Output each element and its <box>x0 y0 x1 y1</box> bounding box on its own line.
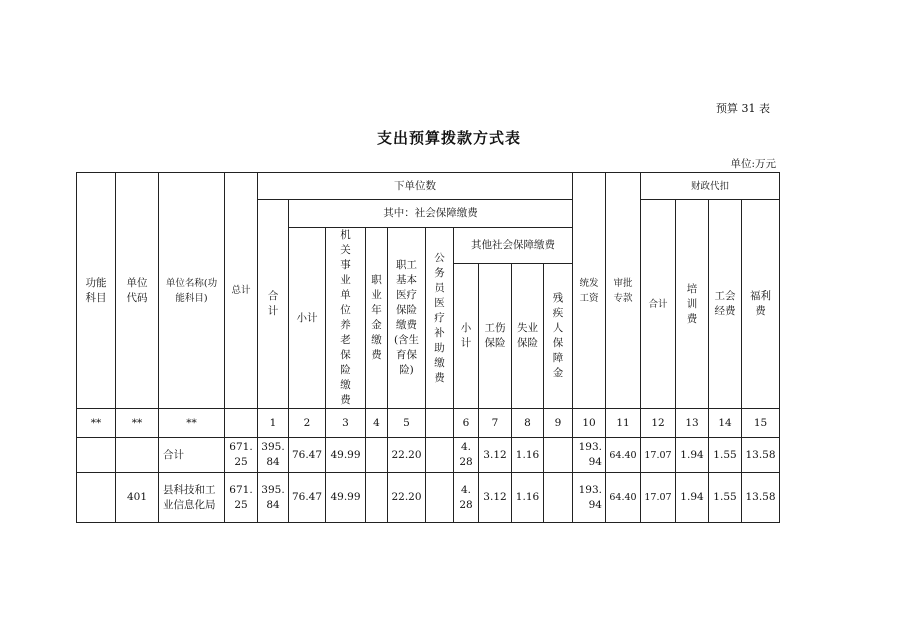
cell-disab <box>544 438 573 473</box>
index-cell: 14 <box>709 409 742 438</box>
cell-fin-total: 17.07 <box>641 438 676 473</box>
cell-injury: 3.12 <box>479 473 512 523</box>
col-header-other: 其他社会保障缴费 <box>454 228 573 264</box>
col-header-sub: 下单位数 <box>258 173 573 200</box>
cell-pension: 49.99 <box>326 438 366 473</box>
cell-sub-total: 395.84 <box>258 438 289 473</box>
index-cell: 4 <box>366 409 388 438</box>
table-row <box>77 438 780 473</box>
col-header-unemp: 失业保险 <box>512 264 544 409</box>
cell-civil-medical <box>426 438 454 473</box>
cell-disab <box>544 473 573 523</box>
cell-union: 1.55 <box>709 438 742 473</box>
cell-social-subtotal: 76.47 <box>289 473 326 523</box>
index-cell: 8 <box>512 409 544 438</box>
index-cell: 15 <box>742 409 780 438</box>
col-header-social-subtotal: 小计 <box>289 228 326 409</box>
cell-medical: 22.20 <box>388 438 426 473</box>
cell-name: 县科技和工业信息化局 <box>159 473 225 523</box>
cell-civil-medical <box>426 473 454 523</box>
cell-social-subtotal: 76.47 <box>289 438 326 473</box>
index-cell: ** <box>159 409 225 438</box>
cell-annuity <box>366 473 388 523</box>
col-header-fin: 财政代扣 <box>641 173 780 200</box>
cell-code: 401 <box>116 473 159 523</box>
index-cell: 11 <box>606 409 641 438</box>
col-header-social: 其中：社会保障缴费 <box>289 200 573 228</box>
cell-union: 1.55 <box>709 473 742 523</box>
form-number: 预算 31 表 <box>716 102 770 115</box>
page-title: 支出预算拨款方式表 <box>376 129 521 147</box>
cell-train: 1.94 <box>676 473 709 523</box>
index-cell: ** <box>116 409 159 438</box>
col-header-medical: 职工基本医疗保险缴费(含生育保险) <box>388 228 426 409</box>
col-header-total: 总计 <box>225 173 258 409</box>
cell-total: 671.25 <box>225 438 258 473</box>
cell-special: 64.40 <box>606 473 641 523</box>
col-header-fin-total: 合计 <box>641 200 676 409</box>
col-header-train: 培训费 <box>676 200 709 409</box>
table-row <box>77 473 780 523</box>
col-header-union: 工会经费 <box>709 200 742 409</box>
cell-name: 合计 <box>159 438 225 473</box>
index-cell: 7 <box>479 409 512 438</box>
col-header-sub-total: 合计 <box>258 200 289 409</box>
cell-special: 64.40 <box>606 438 641 473</box>
cell-func <box>77 473 116 523</box>
index-cell: 12 <box>641 409 676 438</box>
cell-medical: 22.20 <box>388 473 426 523</box>
index-cell: 6 <box>454 409 479 438</box>
index-cell: 9 <box>544 409 573 438</box>
col-header-code: 单位代码 <box>116 173 159 409</box>
col-header-disab: 残疾人保障金 <box>544 264 573 409</box>
cell-other-subtotal: 4.28 <box>454 438 479 473</box>
col-header-welfare: 福利费 <box>742 200 780 409</box>
index-cell: 2 <box>289 409 326 438</box>
budget-table <box>76 172 780 523</box>
cell-unemp: 1.16 <box>512 438 544 473</box>
cell-injury: 3.12 <box>479 438 512 473</box>
col-header-injury: 工伤保险 <box>479 264 512 409</box>
cell-salary: 193.94 <box>573 438 606 473</box>
index-cell <box>426 409 454 438</box>
col-header-other-subtotal: 小计 <box>454 264 479 409</box>
col-header-civil-medical: 公务员医疗补助缴费 <box>426 228 454 409</box>
col-header-annuity: 职业年金缴费 <box>366 228 388 409</box>
unit-label: 单位:万元 <box>730 158 776 170</box>
index-row <box>77 409 780 438</box>
cell-salary: 193.94 <box>573 473 606 523</box>
cell-unemp: 1.16 <box>512 473 544 523</box>
cell-train: 1.94 <box>676 438 709 473</box>
index-cell: 10 <box>573 409 606 438</box>
cell-welfare: 13.58 <box>742 473 780 523</box>
index-cell: 5 <box>388 409 426 438</box>
cell-welfare: 13.58 <box>742 438 780 473</box>
cell-pension: 49.99 <box>326 473 366 523</box>
col-header-pension: 机关事业单位养老保险缴费 <box>326 228 366 409</box>
index-cell <box>225 409 258 438</box>
cell-total: 671.25 <box>225 473 258 523</box>
index-cell: 1 <box>258 409 289 438</box>
cell-sub-total: 395.84 <box>258 473 289 523</box>
col-header-func: 功能科目 <box>77 173 116 409</box>
col-header-salary: 统发工资 <box>573 173 606 409</box>
col-header-special: 审批专款 <box>606 173 641 409</box>
cell-code <box>116 438 159 473</box>
cell-annuity <box>366 438 388 473</box>
index-cell: 3 <box>326 409 366 438</box>
col-header-name: 单位名称(功能科目) <box>159 173 225 409</box>
cell-func <box>77 438 116 473</box>
index-cell: ** <box>77 409 116 438</box>
cell-fin-total: 17.07 <box>641 473 676 523</box>
cell-other-subtotal: 4.28 <box>454 473 479 523</box>
index-cell: 13 <box>676 409 709 438</box>
